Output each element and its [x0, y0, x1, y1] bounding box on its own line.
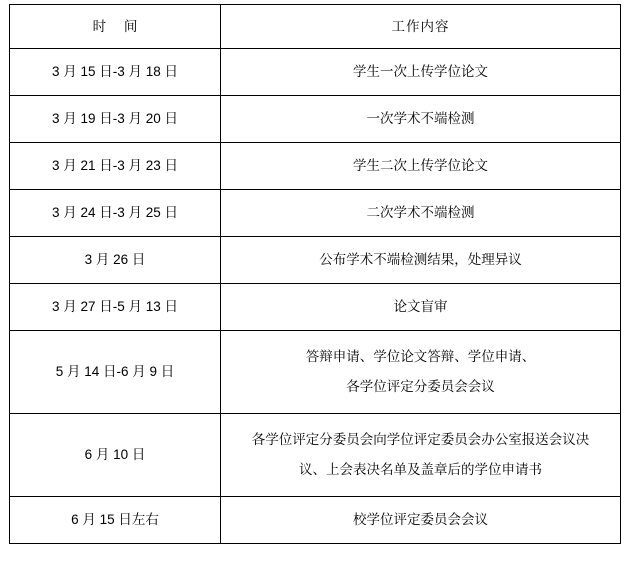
table-body [10, 49, 621, 544]
cell-work [221, 190, 621, 237]
cell-work [221, 497, 621, 544]
cell-work-line: 公布学术不端检测结果，处理异议 [319, 252, 522, 268]
table-header-row [10, 5, 621, 49]
table-row [10, 143, 621, 190]
cell-time: 3 月 26 日 [10, 237, 221, 284]
cell-work-line: 各学位评定分委员会会议 [346, 379, 495, 394]
cell-work [221, 237, 621, 284]
table-row [10, 284, 621, 331]
cell-work-line: 议、上会表决名单及盖章后的学位申请书 [299, 462, 542, 477]
cell-time: 3 月 21 日-3 月 23 日 [10, 143, 221, 190]
cell-work-line: 学生二次上传学位论文 [353, 158, 488, 174]
cell-work [221, 284, 621, 331]
cell-time: 3 月 15 日-3 月 18 日 [10, 49, 221, 96]
table-row [10, 49, 621, 96]
table-row [10, 237, 621, 284]
document-page [0, 4, 629, 565]
table-row [10, 331, 621, 414]
cell-work-line: 学生一次上传学位论文 [353, 64, 488, 80]
cell-time: 6 月 15 日左右 [10, 497, 221, 544]
schedule-table [9, 4, 621, 544]
cell-work-line: 论文盲审 [393, 299, 448, 315]
column-header-time: 时 间 [10, 5, 221, 49]
column-header-work: 工作内容 [221, 5, 621, 49]
cell-work [221, 143, 621, 190]
table-row [10, 414, 621, 497]
cell-time: 5 月 14 日-6 月 9 日 [10, 331, 221, 414]
cell-work-line: 答辩申请、学位论文答辩、学位申请、 [305, 348, 536, 364]
cell-work [221, 331, 621, 414]
cell-work [221, 49, 621, 96]
cell-time: 6 月 10 日 [10, 414, 221, 497]
table-row [10, 497, 621, 544]
cell-work [221, 414, 621, 497]
cell-time: 3 月 24 日-3 月 25 日 [10, 190, 221, 237]
cell-work-line: 各学位评定分委员会向学位评定委员会办公室报送会议决 [251, 431, 590, 447]
cell-work-line: 校学位评定委员会会议 [353, 512, 488, 528]
cell-time: 3 月 27 日-5 月 13 日 [10, 284, 221, 331]
table-row [10, 96, 621, 143]
cell-time: 3 月 19 日-3 月 20 日 [10, 96, 221, 143]
table-row [10, 190, 621, 237]
cell-work-line: 二次学术不端检测 [366, 205, 475, 221]
cell-work [221, 96, 621, 143]
table-header [10, 5, 621, 49]
cell-work-line: 一次学术不端检测 [366, 111, 475, 127]
